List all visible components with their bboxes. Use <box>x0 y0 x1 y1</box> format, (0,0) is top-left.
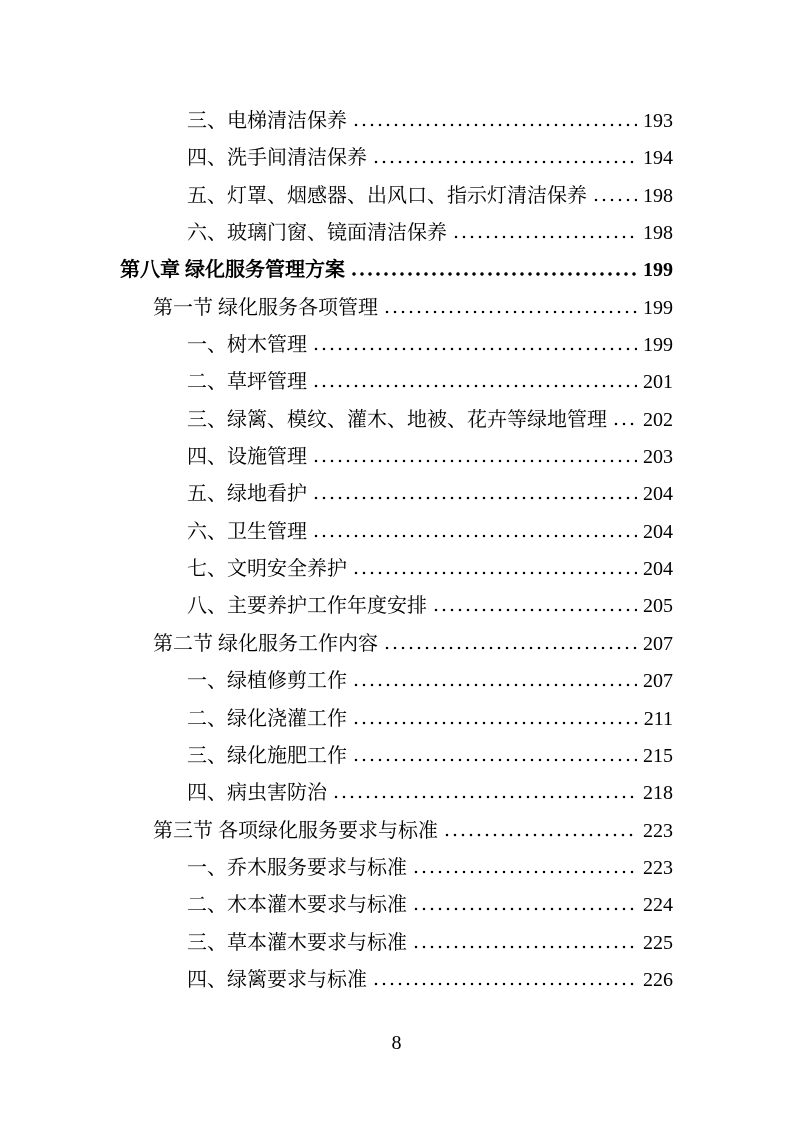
toc-entry-title: 三、电梯清洁保养 <box>187 110 347 132</box>
toc-chapter-title: 第八章 绿化服务管理方案 <box>120 259 345 282</box>
toc-section-title: 第三节 各项绿化服务要求与标准 <box>153 819 438 842</box>
toc-entry-page-number: 199 <box>643 296 673 319</box>
toc-dot-leader <box>312 459 637 463</box>
toc-item-entry <box>120 775 673 812</box>
toc-chapter-entry <box>120 252 673 289</box>
toc-dot-leader <box>412 945 637 949</box>
toc-entry-page-number: 211 <box>643 707 673 730</box>
toc-entry-page-number: 193 <box>643 110 673 132</box>
toc-item-entry <box>120 514 673 551</box>
toc-entry-page-number: 225 <box>643 931 673 954</box>
toc-entry-page-number: 202 <box>643 408 673 431</box>
toc-entry-page-number: 218 <box>643 782 673 805</box>
toc-dot-leader <box>412 870 637 874</box>
toc-entry-title: 四、绿篱要求与标准 <box>187 968 367 991</box>
toc-entry-title: 一、乔木服务要求与标准 <box>187 856 407 879</box>
toc-entry-title: 四、病虫害防治 <box>187 782 327 805</box>
toc-dot-leader <box>312 496 637 500</box>
toc-entry-page-number: 199 <box>643 334 673 357</box>
toc-dot-leader <box>312 534 637 538</box>
toc-dot-leader <box>612 422 637 426</box>
toc-entry-title: 二、草坪管理 <box>187 371 307 394</box>
toc-dot-leader <box>432 608 637 612</box>
toc-item-entry <box>120 476 673 513</box>
toc-item-entry <box>120 140 673 177</box>
toc-section-entry <box>120 813 673 850</box>
toc-entry-title: 八、主要养护工作年度安排 <box>187 595 427 618</box>
toc-dot-leader <box>352 123 637 127</box>
toc-item-entry <box>120 215 673 252</box>
toc-entry-page-number: 201 <box>643 371 673 394</box>
toc-entry-page-number: 194 <box>643 147 673 170</box>
toc-dot-leader <box>592 198 637 202</box>
toc-item-entry <box>120 850 673 887</box>
toc-item-entry <box>120 962 673 999</box>
toc-dot-leader <box>383 646 637 650</box>
toc-section-entry <box>120 290 673 327</box>
toc-entry-title: 一、绿植修剪工作 <box>187 670 347 693</box>
toc-entry-page-number: 207 <box>643 670 673 693</box>
toc-entry-title: 二、绿化浇灌工作 <box>187 707 347 730</box>
toc-entry-page-number: 199 <box>643 259 673 282</box>
toc-entry-title: 六、玻璃门窗、镜面清洁保养 <box>187 222 447 245</box>
toc-entry-title: 二、木本灌木要求与标准 <box>187 894 407 917</box>
toc-dot-leader <box>350 272 637 276</box>
toc-item-entry <box>120 738 673 775</box>
toc-dot-leader <box>352 683 637 687</box>
toc-entry-page-number: 224 <box>643 894 673 917</box>
toc-entry-page-number: 204 <box>643 520 673 543</box>
toc-item-entry <box>120 925 673 962</box>
toc-entry-title: 一、树木管理 <box>187 334 307 357</box>
toc-entry-title: 三、绿化施肥工作 <box>187 744 347 767</box>
toc-item-entry <box>120 178 673 215</box>
toc-entry-page-number: 215 <box>643 744 673 767</box>
toc-entry-page-number: 207 <box>643 632 673 655</box>
toc-dot-leader <box>332 795 637 799</box>
toc-item-entry <box>120 439 673 476</box>
toc-item-entry <box>120 701 673 738</box>
toc-item-entry <box>120 103 673 140</box>
toc-entry-page-number: 198 <box>643 222 673 245</box>
toc-entry-title: 三、草本灌木要求与标准 <box>187 931 407 954</box>
toc-entry-title: 七、文明安全养护 <box>187 558 347 581</box>
toc-item-entry <box>120 588 673 625</box>
toc-dot-leader <box>383 310 637 314</box>
toc-item-entry <box>120 364 673 401</box>
toc-entry-title: 五、绿地看护 <box>187 483 307 506</box>
toc-section-entry <box>120 626 673 663</box>
toc-dot-leader <box>312 384 637 388</box>
toc-dot-leader <box>452 235 637 239</box>
toc-entry-page-number: 203 <box>643 446 673 469</box>
toc-item-entry <box>120 551 673 588</box>
toc-dot-leader <box>352 758 637 762</box>
toc-entry-page-number: 204 <box>643 483 673 506</box>
toc-entry-title: 五、灯罩、烟感器、出风口、指示灯清洁保养 <box>187 184 587 207</box>
toc-dot-leader <box>372 982 637 986</box>
toc-dot-leader <box>372 160 637 164</box>
toc-dot-leader <box>352 571 637 575</box>
toc-entry-page-number: 226 <box>643 968 673 991</box>
toc-item-entry <box>120 663 673 700</box>
toc-item-entry <box>120 887 673 924</box>
toc-entry-title: 四、洗手间清洁保养 <box>187 147 367 170</box>
toc-entry-page-number: 204 <box>643 558 673 581</box>
toc-dot-leader <box>312 347 637 351</box>
toc-entry-title: 四、设施管理 <box>187 446 307 469</box>
toc-entry-title: 六、卫生管理 <box>187 520 307 543</box>
table-of-contents <box>120 103 673 999</box>
toc-section-title: 第一节 绿化服务各项管理 <box>153 296 378 319</box>
toc-item-entry <box>120 327 673 364</box>
toc-entry-page-number: 198 <box>643 184 673 207</box>
toc-dot-leader <box>412 907 637 911</box>
toc-entry-page-number: 223 <box>643 856 673 879</box>
toc-dot-leader <box>443 833 637 837</box>
toc-entry-title: 三、绿篱、模纹、灌木、地被、花卉等绿地管理 <box>187 408 607 431</box>
toc-entry-page-number: 205 <box>643 595 673 618</box>
toc-dot-leader <box>352 721 638 725</box>
page-footer-number: 8 <box>391 1032 402 1054</box>
toc-item-entry <box>120 402 673 439</box>
toc-section-title: 第二节 绿化服务工作内容 <box>153 632 378 655</box>
toc-entry-page-number: 223 <box>643 819 673 842</box>
